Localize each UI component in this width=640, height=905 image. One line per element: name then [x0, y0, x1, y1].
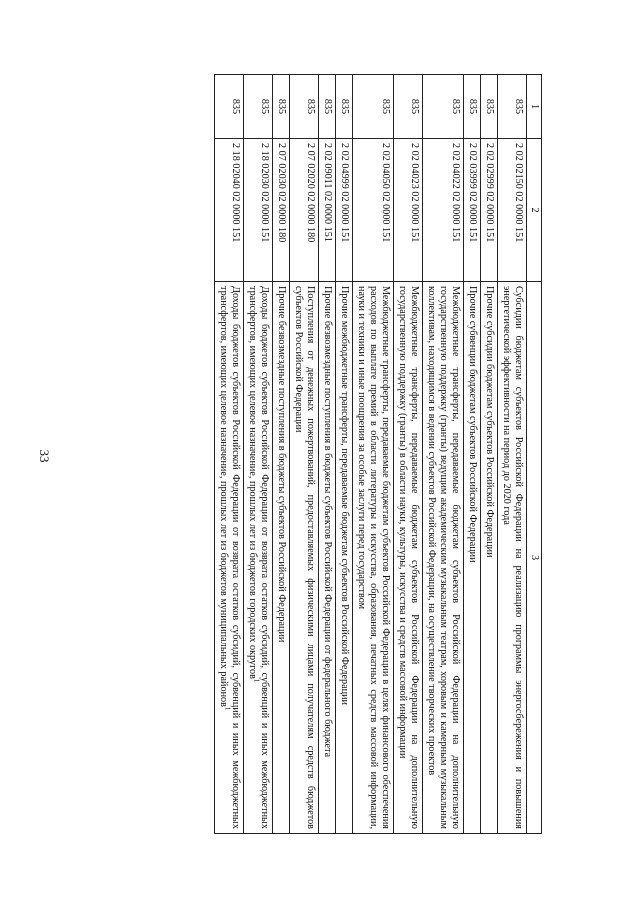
description-text: Доходы бюджетов субъектов Российской Федерации от возврата остатков субсидий, субвенций и иных межбюджетных трансфертов, имеющих целевое назначение, прошлых лет из бюджетов городских округов — [247, 286, 270, 829]
table-header-row — [527, 75, 542, 834]
table-row — [353, 75, 394, 834]
admin-code-cell: 835 — [498, 75, 527, 139]
footnote-marker: 1 — [252, 678, 261, 683]
description-cell — [215, 282, 244, 834]
description-text: Межбюджетные трансферты, передаваемые бюджетам субъектов Российской Федерации на дополнительную государственную поддержку (гранты) в области науки, культуры, искусства и средств массовой информации — [397, 286, 420, 829]
description-cell — [464, 282, 481, 834]
admin-code-cell: 835 — [394, 75, 423, 139]
table-row — [423, 75, 464, 834]
admin-code-cell: 835 — [353, 75, 394, 139]
admin-code-cell: 835 — [244, 75, 273, 139]
table-row — [481, 75, 498, 834]
page-number: 33 — [37, 449, 52, 463]
description-text: Субсидии бюджетам субъектов Российской Федерации на реализацию программы энергосбережения и повышения энергетической эффективности на период до 2020 года — [501, 286, 524, 829]
description-cell — [394, 282, 423, 834]
table-row — [336, 75, 353, 834]
description-text: Прочие безвозмездные поступления в бюджеты субъектов Российской Федерации от федерального бюджета — [322, 286, 333, 758]
revenue-code-cell: 2 18 02030 02 0000 151 — [244, 139, 273, 282]
revenue-code-cell: 2 07 02020 02 0000 180 — [290, 139, 319, 282]
admin-code-cell: 835 — [319, 75, 336, 139]
admin-code-cell: 835 — [290, 75, 319, 139]
revenue-code-cell: 2 02 04999 02 0000 151 — [336, 139, 353, 282]
description-text: Межбюджетные трансферты, передаваемые бюджетам субъектов Российской Федерации на дополнительную государственную поддержку (гранты) ведущим академическим музыкальным театрам, хоровым и камерным музыкальным коллективам, находящимся в ведении субъектов Российской Федерации, на осуществление творческих проектов — [426, 286, 461, 829]
description-text: Межбюджетные трансферты, передаваемые бюджетам субъектов Российской Федерации в целях финансового обеспечения расходов по выплате премий в области литературы и искусства, образования, печатных средств массовой информации, науки и техники и иные поощрения за особые заслуги перед государством — [356, 286, 391, 829]
rotated-table-container — [74, 74, 542, 833]
table-row — [464, 75, 481, 834]
table-row — [498, 75, 527, 834]
description-text: Прочие безвозмездные поступления в бюджеты субъектов Российской Федерации — [276, 286, 287, 643]
description-cell — [319, 282, 336, 834]
admin-code-cell: 835 — [336, 75, 353, 139]
header-col-2: 2 — [527, 139, 542, 282]
table-body — [215, 75, 527, 834]
description-cell — [273, 282, 290, 834]
description-text: Доходы бюджетов субъектов Российской Федерации от возврата остатков субсидий, субвенций и иных межбюджетных трансфертов, имеющих целевое назначение, прошлых лет из бюджетов муниципальных районов — [218, 286, 241, 829]
admin-code-cell: 835 — [481, 75, 498, 139]
revenue-code-cell: 2 18 02040 02 0000 151 — [215, 139, 244, 282]
description-cell — [481, 282, 498, 834]
revenue-code-cell: 2 02 02150 02 0000 151 — [498, 139, 527, 282]
description-text: Прочие субсидии бюджетам субъектов Российской Федерации — [484, 286, 495, 558]
footnote-marker: 1 — [223, 706, 232, 711]
header-col-1: 1 — [527, 75, 542, 139]
revenue-code-cell: 2 02 02999 02 0000 151 — [481, 139, 498, 282]
revenue-codes-table — [214, 74, 542, 834]
revenue-code-cell: 2 07 02030 02 0000 180 — [273, 139, 290, 282]
admin-code-cell: 835 — [464, 75, 481, 139]
admin-code-cell: 835 — [215, 75, 244, 139]
table-row — [319, 75, 336, 834]
revenue-code-cell: 2 02 09011 02 0000 151 — [319, 139, 336, 282]
description-cell — [290, 282, 319, 834]
table-row — [273, 75, 290, 834]
table-row — [244, 75, 273, 834]
admin-code-cell: 835 — [273, 75, 290, 139]
description-text: Поступления от денежных пожертвований, предоставляемых физическими лицами получателям средств бюджетов субъектов Российской Федерации — [293, 286, 316, 829]
revenue-code-cell: 2 02 04023 02 0000 151 — [394, 139, 423, 282]
header-col-3: 3 — [527, 282, 542, 834]
description-cell — [353, 282, 394, 834]
revenue-code-cell: 2 02 03999 02 0000 151 — [464, 139, 481, 282]
description-cell — [498, 282, 527, 834]
admin-code-cell: 835 — [423, 75, 464, 139]
revenue-code-cell: 2 02 04050 02 0000 151 — [353, 139, 394, 282]
description-text: Прочие межбюджетные трансферты, передаваемые бюджетам субъектов Российской Федерации — [339, 286, 350, 705]
table-row — [215, 75, 244, 834]
description-cell — [336, 282, 353, 834]
description-text: Прочие субвенции бюджетам субъектов Российской Федерации — [467, 286, 478, 563]
table-row — [290, 75, 319, 834]
table-row — [394, 75, 423, 834]
description-cell — [244, 282, 273, 834]
revenue-code-cell: 2 02 04022 02 0000 151 — [423, 139, 464, 282]
description-cell — [423, 282, 464, 834]
